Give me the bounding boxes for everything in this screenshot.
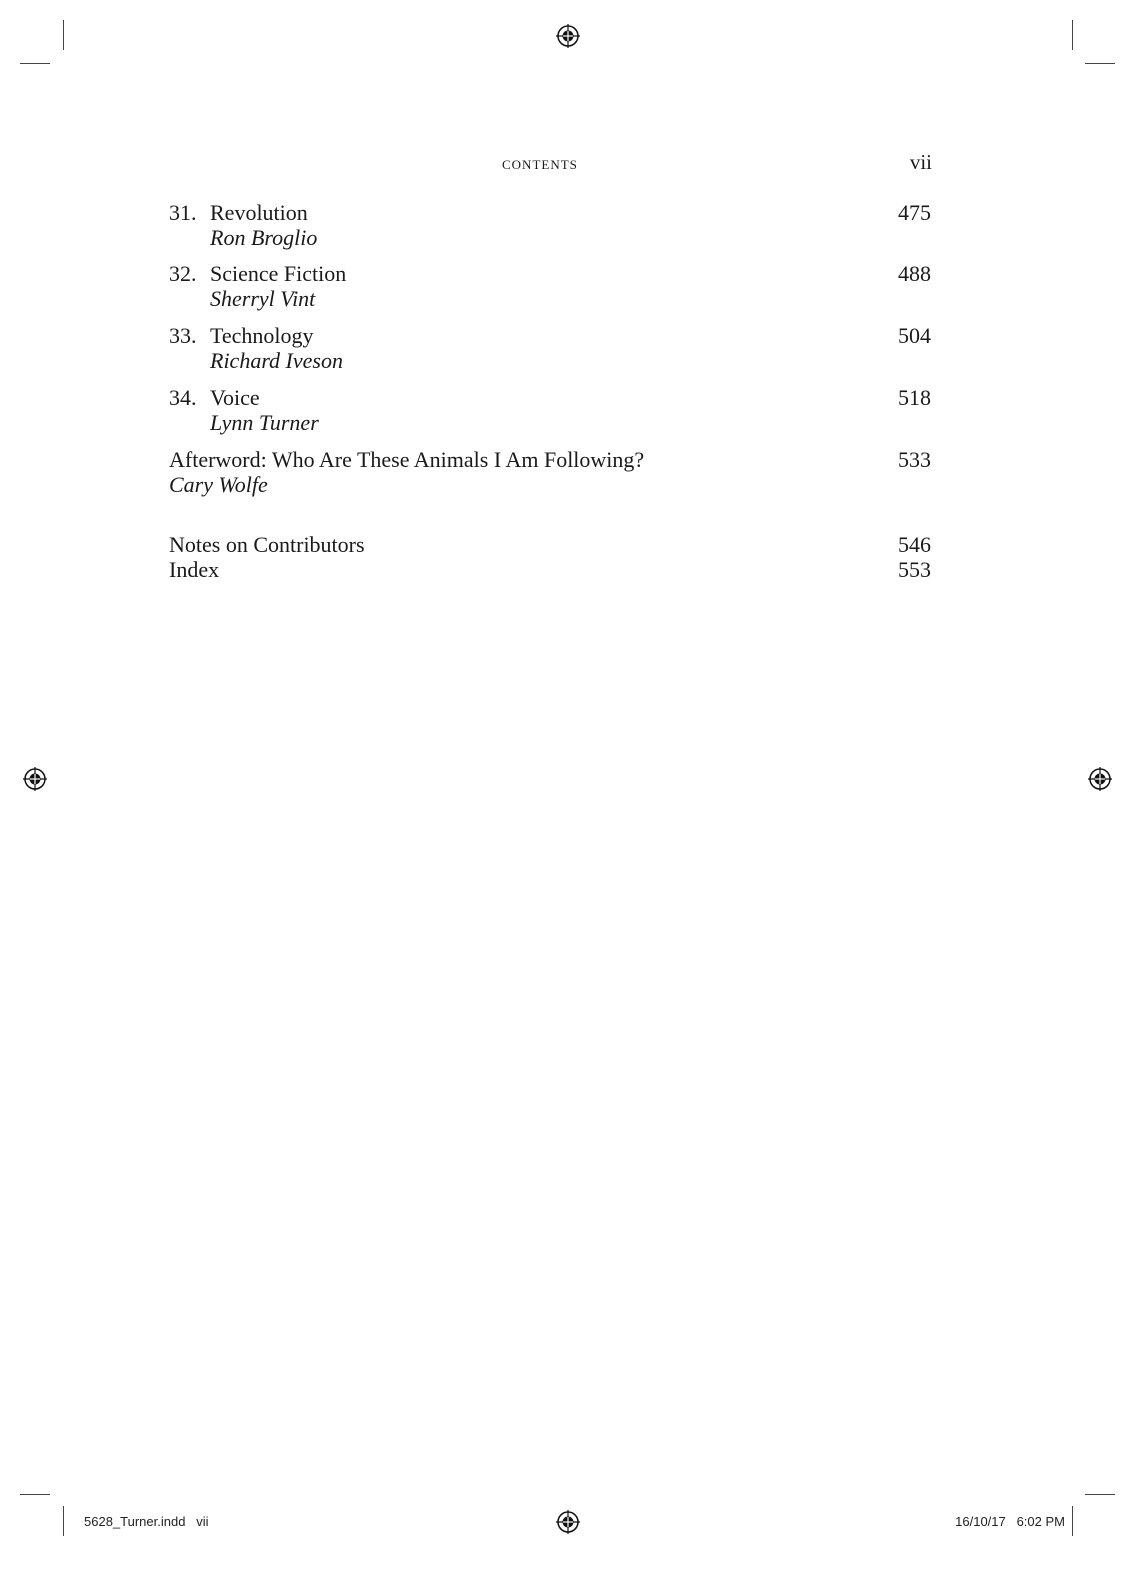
toc-entry[interactable] — [169, 261, 931, 311]
chapter-number: 31. — [169, 200, 197, 225]
chapter-title: Voice — [210, 385, 260, 410]
chapter-author: Richard Iveson — [210, 348, 343, 373]
chapter-author: Sherryl Vint — [210, 286, 316, 311]
afterword-title: Afterword: Who Are These Animals I Am Following? — [169, 447, 645, 472]
registration-mark-icon — [555, 1509, 581, 1535]
backmatter-page: 553 — [898, 557, 931, 582]
toc-entry[interactable] — [169, 385, 931, 435]
toc-list — [169, 200, 931, 497]
registration-mark-icon — [1087, 766, 1113, 792]
afterword-author: Cary Wolfe — [169, 472, 268, 497]
registration-mark-icon — [555, 23, 581, 49]
toc-entry-backmatter[interactable] — [169, 532, 931, 557]
crop-mark — [63, 20, 64, 50]
crop-mark — [1072, 1506, 1073, 1536]
running-head-page-number: vii — [909, 150, 932, 174]
slug-filename: 5628_Turner.indd vii — [84, 1514, 209, 1529]
toc-entry-afterword[interactable] — [169, 447, 931, 497]
toc-entry[interactable] — [169, 200, 931, 250]
running-head-title: contents — [502, 153, 578, 174]
crop-mark — [20, 63, 50, 64]
backmatter-title: Index — [169, 557, 220, 582]
chapter-page: 488 — [898, 261, 931, 286]
chapter-page: 504 — [898, 323, 931, 348]
chapter-author: Lynn Turner — [210, 410, 319, 435]
toc-entry[interactable] — [169, 323, 931, 373]
crop-mark — [1085, 1494, 1115, 1495]
chapter-page: 475 — [898, 200, 931, 225]
chapter-title: Science Fiction — [210, 261, 347, 286]
chapter-number: 32. — [169, 261, 197, 286]
chapter-number: 33. — [169, 323, 197, 348]
registration-mark-icon — [22, 766, 48, 792]
backmatter-list — [169, 532, 931, 582]
crop-mark — [63, 1506, 64, 1536]
crop-mark — [20, 1494, 50, 1495]
slug-datetime: 16/10/17 6:02 PM — [955, 1514, 1065, 1529]
backmatter-page: 546 — [898, 532, 931, 557]
chapter-title: Revolution — [210, 200, 308, 225]
backmatter-title: Notes on Contributors — [169, 532, 365, 557]
chapter-title: Technology — [210, 323, 314, 348]
crop-mark — [1085, 63, 1115, 64]
crop-mark — [1072, 20, 1073, 50]
afterword-page: 533 — [898, 447, 931, 472]
chapter-page: 518 — [898, 385, 931, 410]
toc-entry-backmatter[interactable] — [169, 557, 931, 582]
chapter-number: 34. — [169, 385, 197, 410]
chapter-author: Ron Broglio — [210, 225, 318, 250]
